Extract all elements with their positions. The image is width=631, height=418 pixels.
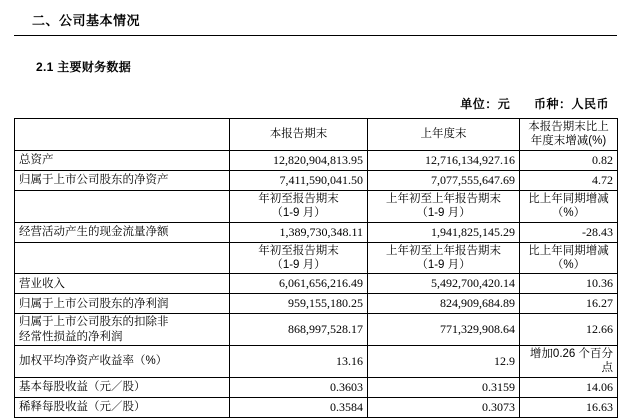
cell-net-profit-current: 959,155,180.25 [230, 294, 368, 314]
cell-net-assets-prior: 7,077,555,647.69 [368, 170, 520, 190]
header-empty-cell-3 [15, 242, 230, 274]
header-ytd-period-2-line2: （1-9 月） [271, 258, 326, 271]
cell-net-assets-current: 7,411,590,041.50 [230, 170, 368, 190]
table-row [15, 150, 618, 170]
header-yoy-change-2-line2: （%） [551, 258, 586, 271]
table-row [15, 346, 618, 378]
row-label-basic-eps: 基本每股收益（元／股） [15, 377, 230, 397]
cell-diluted-eps-prior: 0.3073 [368, 397, 520, 417]
cell-basic-eps-prior: 0.3159 [368, 377, 520, 397]
cell-basic-eps-current: 0.3603 [230, 377, 368, 397]
cell-net-profit-excl-change: 12.66 [520, 314, 618, 346]
header-yoy-change-2 [520, 242, 618, 274]
cell-total-assets-prior: 12,716,134,927.16 [368, 150, 520, 170]
header-ytd-period-line1: 年初至报告期末 [258, 192, 339, 205]
table-row [15, 377, 618, 397]
header-prior-ytd-period-line2: （1-9 月） [416, 207, 471, 220]
header-prior-ytd-period-2 [368, 242, 520, 274]
header-ytd-period [230, 190, 368, 222]
table-header-row-3 [15, 242, 618, 274]
row-label-net-profit-excl-nonrecurring-line2: 经常性损益的净利润 [19, 330, 123, 343]
cell-net-profit-excl-current: 868,997,528.17 [230, 314, 368, 346]
header-yoy-change-line1: 比上年同期增减 [528, 192, 609, 205]
header-prior-ytd-period-2-line2: （1-9 月） [416, 258, 471, 271]
cell-net-profit-prior: 824,909,684.89 [368, 294, 520, 314]
table-row [15, 294, 618, 314]
title-divider [14, 35, 617, 36]
header-prior-ytd-period [368, 190, 520, 222]
cell-basic-eps-change: 14.06 [520, 377, 618, 397]
table-row [15, 170, 618, 190]
cell-weighted-roe-prior: 12.9 [368, 346, 520, 378]
row-label-net-profit-excl-nonrecurring-line1: 归属于上市公司股东的扣除非 [19, 316, 169, 329]
header-change-vs-prior-year-end: 本报告期末比上年度末增减(%) [520, 119, 618, 151]
header-yoy-change-2-line1: 比上年同期增减 [528, 244, 609, 257]
financial-summary-table [14, 118, 618, 418]
cell-diluted-eps-change: 16.63 [520, 397, 618, 417]
header-yoy-change-line2: （%） [551, 207, 586, 220]
header-current-period-end: 本报告期末 [230, 119, 368, 151]
row-label-weighted-roe: 加权平均净资产收益率（%） [15, 346, 230, 378]
currency-label: 币种：人民币 [533, 97, 609, 111]
row-label-operating-revenue: 营业收入 [15, 274, 230, 294]
table-row [15, 274, 618, 294]
header-yoy-change [520, 190, 618, 222]
cell-operating-cashflow-current: 1,389,730,348.11 [230, 222, 368, 242]
cell-operating-cashflow-change: -28.43 [520, 222, 618, 242]
section-title: 二、公司基本情况 [32, 13, 141, 28]
header-empty-cell-2 [15, 190, 230, 222]
row-label-net-assets: 归属于上市公司股东的净资产 [15, 170, 230, 190]
cell-diluted-eps-current: 0.3584 [230, 397, 368, 417]
cell-total-assets-current: 12,820,904,813.95 [230, 150, 368, 170]
row-label-operating-cashflow: 经营活动产生的现金流量净额 [15, 222, 230, 242]
cell-net-assets-change: 4.72 [520, 170, 618, 190]
header-prior-ytd-period-line1: 上年初至上年报告期末 [386, 192, 501, 205]
cell-net-profit-excl-prior: 771,329,908.64 [368, 314, 520, 346]
table-header-row-2 [15, 190, 618, 222]
unit-currency-line [14, 95, 609, 112]
header-ytd-period-2 [230, 242, 368, 274]
header-ytd-period-2-line1: 年初至报告期末 [258, 244, 339, 257]
row-label-diluted-eps: 稀释每股收益（元／股） [15, 397, 230, 417]
unit-label: 单位：元 [460, 97, 511, 111]
header-ytd-period-line2: （1-9 月） [271, 207, 326, 220]
cell-operating-revenue-change: 10.36 [520, 274, 618, 294]
cell-weighted-roe-current: 13.16 [230, 346, 368, 378]
row-label-total-assets: 总资产 [15, 150, 230, 170]
header-empty-cell [15, 119, 230, 151]
table-row [15, 314, 618, 346]
row-label-net-profit-excl-nonrecurring [15, 314, 230, 346]
subsection-title: 2.1 主要财务数据 [36, 60, 132, 74]
cell-operating-revenue-current: 6,061,656,216.49 [230, 274, 368, 294]
cell-total-assets-change: 0.82 [520, 150, 618, 170]
table-row [15, 222, 618, 242]
table-header-row-1 [15, 119, 618, 151]
header-prior-ytd-period-2-line1: 上年初至上年报告期末 [386, 244, 501, 257]
table-row [15, 397, 618, 417]
cell-net-profit-change: 16.27 [520, 294, 618, 314]
header-prior-year-end: 上年度末 [368, 119, 520, 151]
cell-operating-revenue-prior: 5,492,700,420.14 [368, 274, 520, 294]
cell-weighted-roe-change: 增加0.26 个百分点 [520, 346, 618, 378]
row-label-net-profit: 归属于上市公司股东的净利润 [15, 294, 230, 314]
cell-operating-cashflow-prior: 1,941,825,145.29 [368, 222, 520, 242]
